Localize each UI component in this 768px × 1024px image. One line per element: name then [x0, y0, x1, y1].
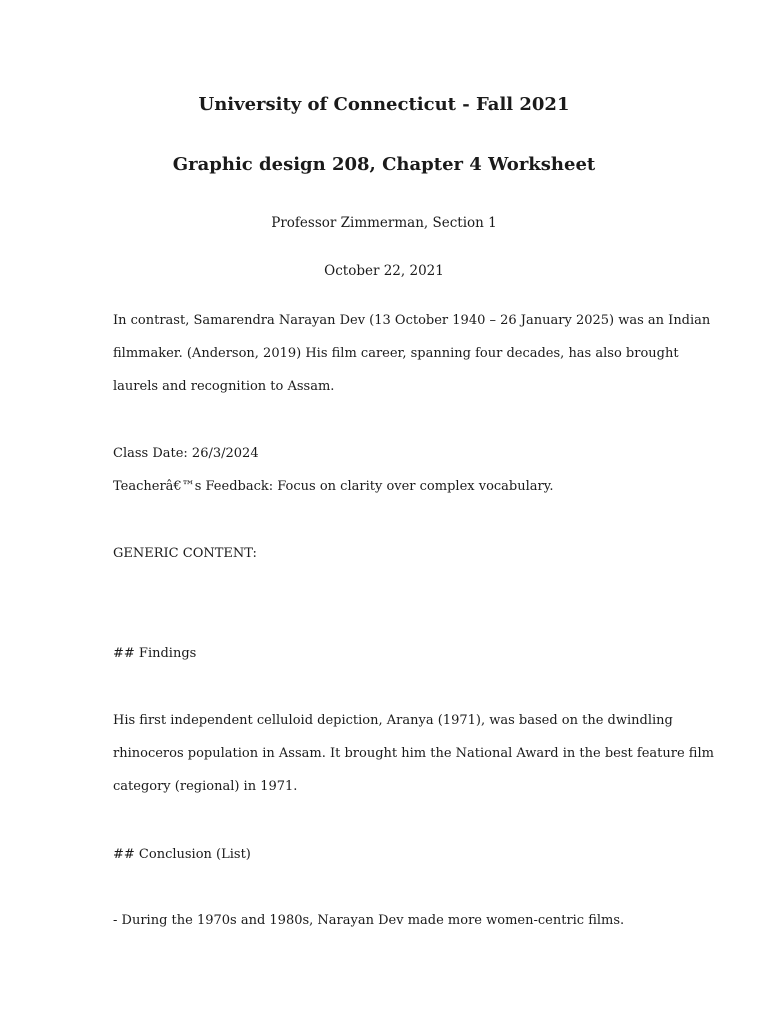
- professor-line: Professor Zimmerman, Section 1: [271, 215, 497, 231]
- teacher-feedback: Teacherâ€™s Feedback: Focus on clarity over complex vocabulary.: [113, 479, 554, 494]
- findings-line: rhinoceros population in Assam. It brought him the National Award in the best feature film: [113, 746, 714, 761]
- generic-content-label: GENERIC CONTENT:: [113, 546, 257, 561]
- conclusion-heading: ## Conclusion (List): [113, 847, 251, 862]
- findings-line: His first independent celluloid depiction, Aranya (1971), was based on the dwindling: [113, 713, 673, 728]
- findings-heading: ## Findings: [113, 646, 197, 661]
- date-line: October 22, 2021: [324, 263, 444, 279]
- intro-line: In contrast, Samarendra Narayan Dev (13 October 1940 – 26 January 2025) was an Indian: [113, 313, 711, 328]
- findings-line: category (regional) in 1971.: [113, 779, 298, 794]
- intro-line: filmmaker. (Anderson, 2019) His film career, spanning four decades, has also brought: [113, 346, 679, 361]
- intro-line: laurels and recognition to Assam.: [113, 379, 335, 394]
- document-subtitle: Graphic design 208, Chapter 4 Worksheet: [172, 154, 596, 175]
- document-title: University of Connecticut - Fall 2021: [198, 94, 570, 115]
- conclusion-list-item: - During the 1970s and 1980s, Narayan Dev made more women-centric films.: [113, 913, 625, 928]
- class-date: Class Date: 26/3/2024: [113, 446, 259, 461]
